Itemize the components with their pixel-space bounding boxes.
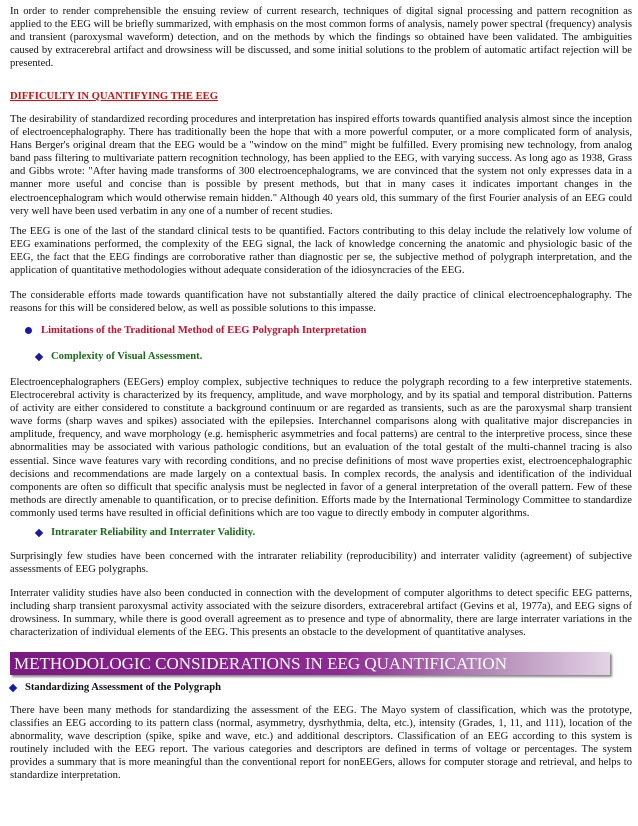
bullet-intrarater-label: Intrarater Reliability and Interrater Validity.	[51, 527, 256, 538]
bullet-diamond-icon	[35, 528, 43, 536]
bullet-limitations-label: Limitations of the Traditional Method of EEG Polygraph Interpretation	[41, 325, 367, 336]
bullet-limitations	[25, 324, 366, 337]
paragraph-electroencephalographers: Electroencephalographers (EEGers) employ complex, subjective techniques to reduce the polygraph recording to a few interpretive statements. Electrocerebral activity is characterized by its frequency, amplitude, and wave morphology, and by its spatial and temporal distribution. Patterns of activity are either considered to constitute a background continuum or are regarded as transients, such as are the paroxysmal sharp transient wave forms (sharp waves and spikes) associated with the epilepsies. Interchannel comparisons along with qualitative major discrepancies in amplitude, frequency, and wave morphology (e.g. hemispheric asymmetries and focal patterns) are central to the interpretive process, since these abnormalities may be associated with various pathologic conditions, but an evaluation of the total gestalt of the multi-channel tracing is also essential. Since wave features vary with recording conditions, and no precise definitions of most wave properties exist, electroencephalographic decisions and recommendations are made largely on a contextual basis. In complex records, the analysis and identification of the individual components are often so difficult that specific analysis must be neglected in favor of a general interpretation of the overall pattern. Few of these methods are directly amenable to quantification, or to precise definition. Efforts made by the International Terminology Committee to standardize commonly used terms have resulted in official definitions which are too vague to directly embody in computer algorithms.	[10, 377, 632, 519]
section-banner-methodologic	[10, 652, 610, 675]
section-banner-title: METHODOLOGIC CONSIDERATIONS IN EEG QUANTIFICATION	[14, 654, 507, 673]
paragraph-last-standard-test: The EEG is one of the last of the standard clinical tests to be quantified. Factors contributing to this delay include the relatively low volume of EEG examinations performed, the complexity of the EEG signal, the lack of knowledge concerning the anatomic and physiologic basic of the EEG, the fact that the EEG findings are corroborative rather than diagnostic per se, the subjective method of polygraph interpretation, and the application of quantitative methodologies without adequate consideration of the idiosyncracies of the EEG.	[10, 226, 632, 277]
bullet-diamond-icon	[35, 352, 43, 360]
bullet-intrarater	[36, 526, 255, 539]
bullet-diamond-icon	[9, 683, 17, 691]
bullet-complexity	[36, 350, 202, 363]
paragraph-considerable-efforts: The considerable efforts made towards quantification have not substantially altered the daily practice of clinical electroencephalography. The reasons for this will be considered below, as well as possible solutions to this impasse.	[10, 290, 632, 315]
section-heading-difficulty: DIFFICULTY IN QUANTIFYING THE EEG	[10, 91, 218, 102]
paragraph-many-methods: There have been many methods for standardizing the assessment of the EEG. The Mayo system of classification, which was the prototype, classifies an EEG according to its pattern class (normal, asymmetry, dysrhythmia, delta, etc.), intensity (Grades, 1, 11, and 111), location of the abnormality, wave description (spike, spike and wave, etc.) and additional descriptors. Classification of an EEG according to this system is routinely included with the EEG report. The various categories and descriptors are defined in terms of voltage or percentages. The system provides a summary that is more meaningful than the conventional report for nonEEGers, allows for computer storage and retrieval, and helps to standardize interpretation.	[10, 705, 632, 782]
bullet-standardizing-label: Standardizing Assessment of the Polygraph	[25, 682, 221, 693]
paragraph-interrater-validity: Interrater validity studies have also been conducted in connection with the development of computer algorithms to detect specific EEG patterns, including sharp transient paroxysmal activity associated with the seizure disorders, extracerebral artifact (Gevins et al, 1977a), and EEG signs of drowsiness. In summary, while there is good overall agreement as to presence and type of abnormality, there are large interrater variations in the characterization of individual elements of the EEG. This presents an obstacle to the development of quantitative analyses.	[10, 588, 632, 639]
bullet-complexity-label: Complexity of Visual Assessment.	[51, 351, 203, 362]
intro-paragraph: In order to render comprehensible the ensuing review of current research, techniques of digital signal processing and pattern recognition as applied to the EEG will be briefly summarized, with emphasis on the most common forms of analysis, namely power spectral (frequency) analysis and transient (paroxysmal waveform) detection, and on the methods by which the findings so obtained have been validated. The ambiguities caused by extracerebral artifact and drowsiness will be discussed, and some initial solutions to the problem of automatic artifact rejection will be presented.	[10, 6, 632, 70]
bullet-dot-icon	[25, 327, 32, 334]
paragraph-surprisingly-few: Surprisingly few studies have been concerned with the intrarater reliability (reproducibility) and interrater validity (agreement) of subjective assessments of EEG polygraphs.	[10, 551, 632, 576]
bullet-standardizing	[10, 681, 221, 694]
paragraph-desirability: The desirability of standardized recording procedures and interpretation has inspired efforts towards quantified analysis almost since the inception of electroencephalography. There has traditionally been the hope that with a more powerful computer, or a more complicated form of analysis, Hans Berger's original dream that the EEG would be a "window on the mind" might be fulfilled. Every promising new technology, from analog band pass filtering to multivariate pattern recognition technology, has been applied to the EEG, with varying success. As long ago as 1938, Grass and Gibbs wrote: "After having made transforms of 300 electroencephalograms, we are convinced that the system not only expresses data in a manner more useful and concise than is possible by present methods, but that in many cases it indicates important changes in the electroencephalogram which would otherwise remain hidden." Although 40 years old, this summary of the first Fourier analysis of an EEG could very well have been used verbatim in any one of a number of recent studies.	[10, 114, 632, 217]
